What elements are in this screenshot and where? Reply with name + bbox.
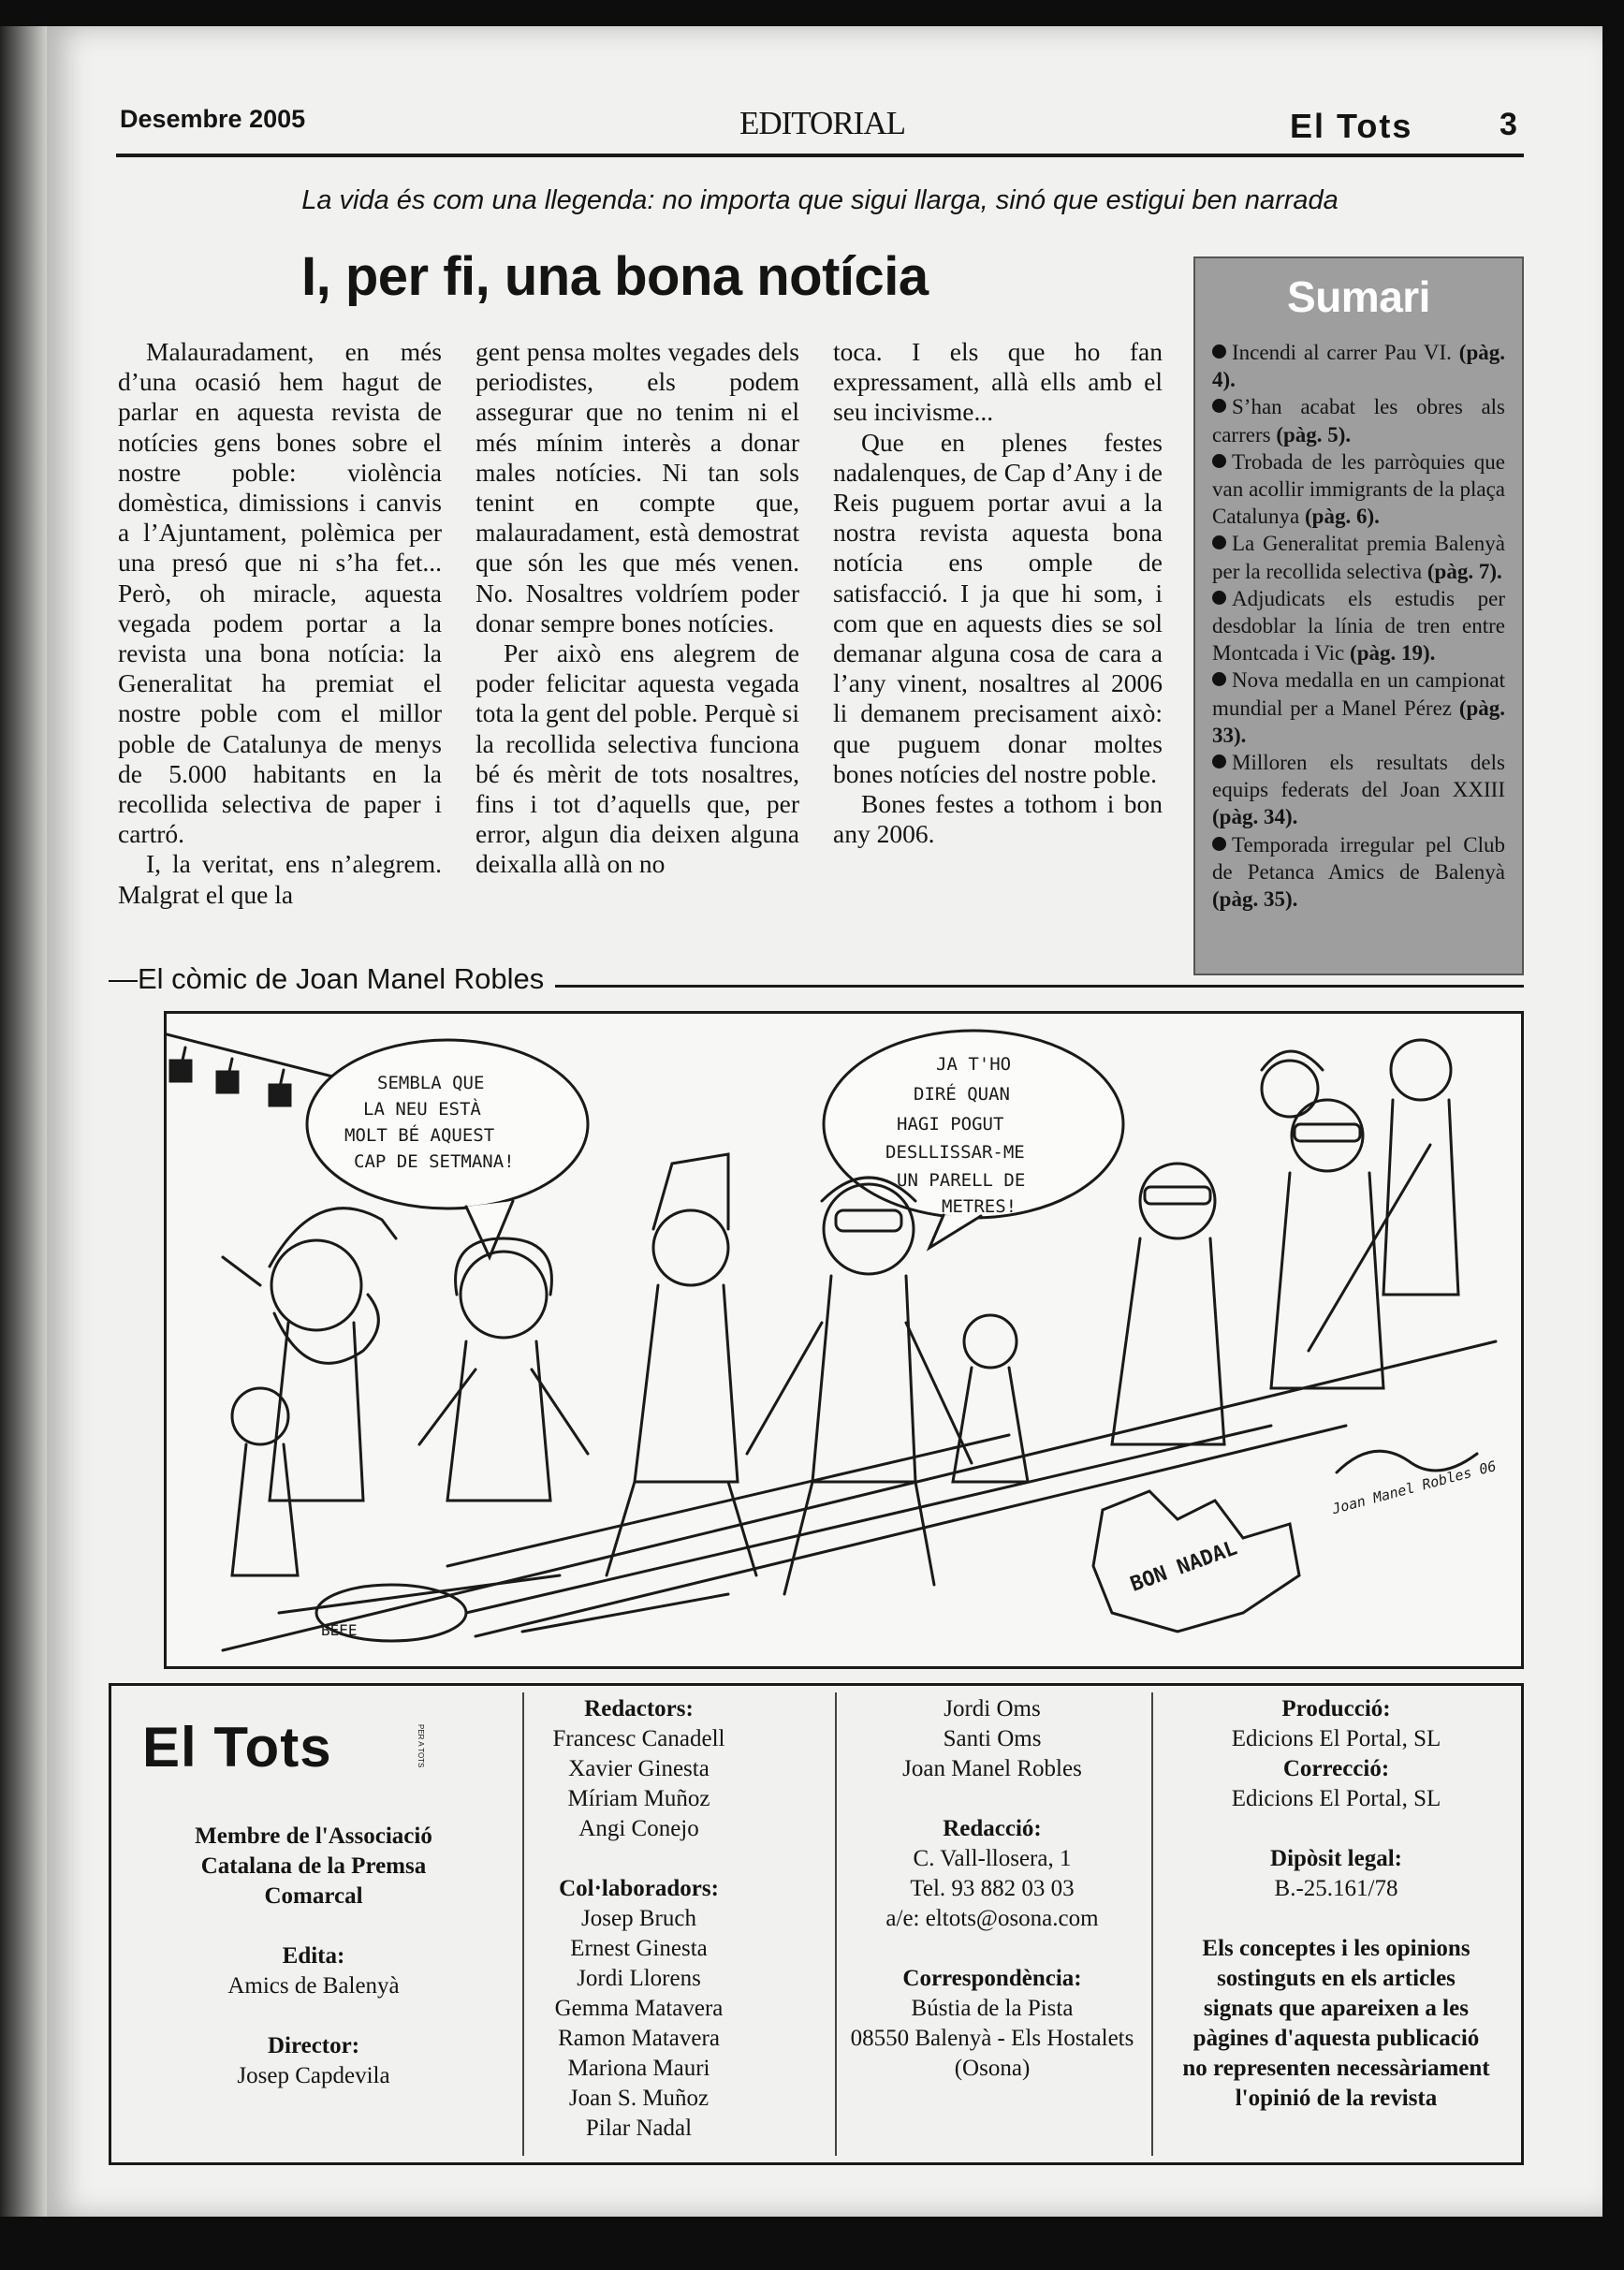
comic-bubble2-line: DIRÉ QUAN xyxy=(914,1084,1010,1105)
sumari-item[interactable] xyxy=(1212,666,1505,749)
comic-bubble2-line: DESLLISSAR-ME xyxy=(885,1142,1025,1163)
sumari-item[interactable] xyxy=(1212,448,1505,531)
section-title: EDITORIAL xyxy=(739,105,905,141)
paragraph: Per això ens alegrem de poder felicitar aquesta vegada tota la gent del poble. Perquè si la recollida selectiva funciona bé és mèrit de tots nosaltres, fins i tot d’aquells que, per error, algun dia deixen alguna deixalla allà on no xyxy=(475,638,799,879)
comic-drawing xyxy=(167,1014,1521,1666)
redaccio-line: Tel. 93 882 03 03 xyxy=(910,1876,1075,1901)
sumari-item-text: Incendi al carrer Pau VI. xyxy=(1232,341,1452,364)
collaborador-name: Ernest Ginesta xyxy=(570,1936,708,1961)
sumari-item[interactable] xyxy=(1212,530,1505,584)
sumari-list xyxy=(1212,339,1505,913)
masthead-divider xyxy=(1151,1692,1153,2156)
masthead-column-2 xyxy=(524,1694,753,2144)
sumari-item-page: (pàg. 19). xyxy=(1350,641,1436,666)
paragraph: I, la veritat, ens n’alegrem. Malgrat el que la xyxy=(118,849,442,909)
membership-text: Membre de l'Associació Catalana de la Premsa Comarcal xyxy=(195,1823,432,1909)
sumari-item-text: Nova medalla en un campionat mundial per a Manel Pérez xyxy=(1212,668,1505,720)
sumari-item-text: Milloren els resultats dels equips federats del Joan XXIII xyxy=(1212,751,1505,802)
correspondencia-line: Bústia de la Pista xyxy=(911,1996,1074,2021)
comic-signature: Joan Manel Robles 06 xyxy=(1330,1457,1499,1518)
diposit-label: Dipòsit legal: xyxy=(1270,1846,1402,1871)
bullet-icon xyxy=(1212,837,1226,851)
comic-bubble2-line: JA T'HO xyxy=(936,1054,1012,1075)
article-column-1 xyxy=(118,337,442,910)
director-value: Josep Capdevila xyxy=(237,2063,390,2088)
sumari-item[interactable] xyxy=(1212,339,1505,393)
comic-bubble2-line: METRES! xyxy=(942,1196,1017,1217)
bullet-icon xyxy=(1212,399,1226,413)
redactor-name: Francesc Canadell xyxy=(552,1726,725,1751)
sumari-title: Sumari xyxy=(1287,272,1430,321)
correspondencia-label: Correspondència: xyxy=(902,1966,1082,1991)
produccio-value: Edicions El Portal, SL xyxy=(1231,1726,1441,1751)
collaborador-name: Joan Manel Robles xyxy=(902,1756,1082,1781)
sumari-item-page: (pàg. 7). xyxy=(1426,559,1502,583)
article-column-3 xyxy=(833,337,1163,849)
comic-bubble1-line: LA NEU ESTÀ xyxy=(363,1099,481,1120)
sumari-item-text: Temporada irregular pel Club de Petanca Amics de Balenyà xyxy=(1212,832,1505,884)
produccio-label: Producció: xyxy=(1281,1696,1391,1721)
redaccio-line: C. Vall-llosera, 1 xyxy=(913,1846,1072,1871)
email-link[interactable]: a/e: eltots@osona.com xyxy=(885,1906,1099,1931)
logo-subtitle: PER A TOTS xyxy=(417,1724,425,1768)
comic-bubble1-line: CAP DE SETMANA! xyxy=(354,1151,515,1172)
sumari-item-page: (pàg. 34). xyxy=(1212,805,1298,829)
comic-strip xyxy=(164,1011,1524,1669)
paragraph: gent pensa moltes vegades dels periodistes, els podem assegurar que no tenim ni el més mínim interès a donar males notícies. Ni tan sols tenint en compte que, malauradament, està demostrat que són les que més venen. No. Nosaltres voldríem poder donar sempre bones notícies. xyxy=(475,337,799,637)
edita-label: Edita: xyxy=(282,1943,345,1969)
comic-label: —El còmic de Joan Manel Robles xyxy=(109,962,555,996)
sumari-item[interactable] xyxy=(1212,749,1505,831)
sumari-item-page: (pàg. 5). xyxy=(1276,422,1352,447)
redaccio-label: Redacció: xyxy=(943,1816,1042,1841)
bullet-icon xyxy=(1212,591,1226,605)
comic-bubble1-line: MOLT BÉ AQUEST xyxy=(344,1125,495,1146)
bullet-icon xyxy=(1212,344,1226,359)
redactor-name: Xavier Ginesta xyxy=(568,1756,710,1781)
header-rule xyxy=(116,154,1524,157)
sumari-item-page: (pàg. 33). xyxy=(1212,696,1506,747)
collaborador-name: Ramon Matavera xyxy=(558,2026,720,2051)
sumari-item[interactable] xyxy=(1212,393,1505,447)
collaborador-name: Jordi Llorens xyxy=(577,1966,701,1991)
disclaimer-text: Els conceptes i les opinions sostinguts en els articles signats que apareixen a les pàgines d'aquesta publicació no representen necessàriament l'opinió de la revista xyxy=(1182,1936,1490,2111)
paragraph: Que en plenes festes nadalenques, de Cap d’Any i de Reis puguem portar avui a la nostra revista aquesta bona notícia ens omple de satisfacció. I ja que hi som, i com que en aquests dies se sol demanar alguna cosa de cara a l’any vinent, nosaltres al 2006 li demanem precisament això: que puguem donar moltes bones notícies del nostre poble. xyxy=(833,427,1163,788)
bullet-icon xyxy=(1212,535,1226,549)
sumari-box xyxy=(1193,256,1524,975)
page-number: 3 xyxy=(1500,107,1517,142)
correccio-value: Edicions El Portal, SL xyxy=(1231,1786,1441,1811)
sumari-item-page: (pàg. 4). xyxy=(1212,341,1505,392)
magazine-name: El Tots xyxy=(1290,107,1413,145)
sumari-item[interactable] xyxy=(1212,585,1505,667)
comic-bubble2-line: HAGI POGUT xyxy=(897,1114,1004,1135)
sumari-item-text: Trobada de les parròquies que van acollir immigrants de la plaça Catalunya xyxy=(1212,449,1505,529)
bullet-icon xyxy=(1212,754,1226,769)
masthead-column-4 xyxy=(1161,1694,1512,2114)
masthead-divider xyxy=(835,1692,837,2156)
masthead-column-3 xyxy=(838,1694,1147,2084)
masthead-column-1 xyxy=(131,1822,496,2091)
sumari-item-text: S’han acabat les obres als carrers xyxy=(1212,395,1505,447)
collaborador-name: Josep Bruch xyxy=(581,1906,696,1931)
issue-date: Desembre 2005 xyxy=(120,105,306,133)
el-tots-logo: El Tots xyxy=(142,1716,332,1779)
director-label: Director: xyxy=(267,2033,360,2058)
diposit-value: B.-25.161/78 xyxy=(1274,1876,1398,1901)
edita-value: Amics de Balenyà xyxy=(227,1973,400,1999)
bullet-icon xyxy=(1212,454,1226,468)
page-gutter xyxy=(0,26,47,2217)
collaboradors-label: Col·laboradors: xyxy=(559,1876,719,1901)
collaborador-name: Joan S. Muñoz xyxy=(568,2086,710,2111)
comic-sound-text: BEEE xyxy=(321,1621,358,1639)
collaborador-name: Pilar Nadal xyxy=(585,2116,693,2141)
collaborador-name: Gemma Matavera xyxy=(554,1996,724,2021)
collaborador-name: Mariona Mauri xyxy=(567,2056,710,2081)
correspondencia-line: (Osona) xyxy=(954,2056,1031,2081)
paragraph: Malauradament, en més d’una ocasió hem hagut de parlar en aquesta revista de notícies gens bones sobre el nostre poble: violència domèstica, dimissions i canvis a l’Ajuntament, polèmica per una presó que ni s’ha fet... Però, oh miracle, aquesta vegada podem portar a la revista una bona notícia: la Generalitat ha premiat el nostre poble com el millor poble de Catalunya de menys de 5.000 habitants en la recollida selectiva de paper i cartró. xyxy=(118,337,442,849)
redactor-name: Míriam Muñoz xyxy=(567,1786,710,1811)
paragraph: Bones festes a tothom i bon any 2006. xyxy=(833,789,1163,849)
sumari-item[interactable] xyxy=(1212,831,1505,914)
epigraph-quote: La vida és com una llegenda: no importa que sigui llarga, sinó que estigui ben narrada xyxy=(301,185,1339,215)
correccio-label: Correcció: xyxy=(1282,1756,1390,1781)
collaborador-name: Santi Oms xyxy=(943,1726,1042,1751)
article-headline: I, per fi, una bona notícia xyxy=(301,246,929,307)
redactors-label: Redactors: xyxy=(584,1696,694,1721)
redactor-name: Angi Conejo xyxy=(578,1816,699,1841)
scan-border xyxy=(1602,0,1624,2270)
collaborador-name: Jordi Oms xyxy=(944,1696,1041,1721)
sumari-item-text: Adjudicats els estudis per desdoblar la línia de tren entre Montcada i Vic xyxy=(1212,586,1505,666)
comic-bubble2-line: UN PARELL DE xyxy=(897,1170,1026,1191)
comic-bubble1-line: SEMBLA QUE xyxy=(377,1073,485,1093)
paragraph: toca. I els que ho fan expressament, allà ells amb el seu incivisme... xyxy=(833,337,1163,427)
bullet-icon xyxy=(1212,672,1226,686)
article-column-2 xyxy=(475,337,799,880)
sumari-item-page: (pàg. 35). xyxy=(1212,887,1298,912)
correspondencia-line: 08550 Balenyà - Els Hostalets xyxy=(850,2026,1134,2051)
comic-sign-text: BON NADAL xyxy=(1127,1536,1241,1597)
sumari-item-text: La Generalitat premia Balenyà per la recollida selectiva xyxy=(1212,532,1505,583)
sumari-item-page: (pàg. 6). xyxy=(1305,505,1380,529)
